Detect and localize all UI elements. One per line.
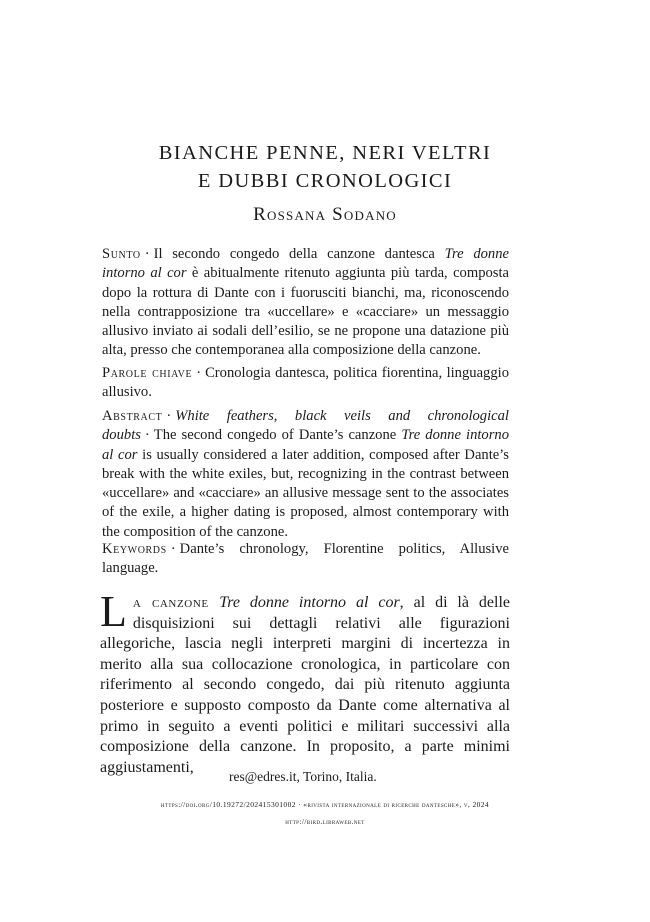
abstract-english-title: White feathers, black veils and chronological doubts <box>102 408 509 444</box>
body-work-title: Tre donne intorno al cor <box>219 594 400 611</box>
article-title-line-1: BIANCHE PENNE, NERI VELTRI <box>158 142 492 164</box>
separator-dot: · <box>196 365 202 381</box>
article-title-line-2: E DUBBI CRONOLOGICI <box>197 170 453 192</box>
separator-dot: · <box>170 541 176 557</box>
sunto-work-title: Tre donne intorno al cor <box>102 246 509 282</box>
parole-text: Cronologia dantesca, politica fiorentina, linguaggio allusivo. <box>102 365 509 401</box>
sunto-text-b: è abitualmente ritenuto aggiunta più tarda, composta dopo la rottura di Dante con i fuorusciti bianchi, ma, riconoscendo nella contrapposizione tra «uccellare» e «cacciare» un messaggio allusivo inviato ai sodali dell’esilio, se ne propone una datazione più alta, presso che contemporanea alla composizione della canzone. <box>102 265 509 359</box>
author-name: Rossana Sodano <box>253 204 397 225</box>
sunto-text-a: Il secondo congedo della canzone dantesca <box>153 246 445 262</box>
author-footnote: res@edres.it, Torino, Italia. <box>229 769 377 784</box>
separator-dot: · <box>144 427 150 444</box>
footer-doi-line: https://doi.org/10.19272/202415301002 · «rivista internazionale di ricerche dantesche», v, 2024 <box>160 800 490 809</box>
abstract-label: Abstract <box>102 408 163 424</box>
keywords-text: Dante’s chronology, Florentine politics, Allusive language. <box>102 541 509 577</box>
abstract-text-b: is usually considered a later addition, composed after Dante’s break with the white exiles, but, recognizing in the contrast between «uccellare» and «cacciare» an allusive message sent to the associates of the exile, a higher dating is proposed, almost contemporary with the composition of the canzone. <box>102 446 509 540</box>
body-text: , al di là delle disquisizioni sui dettagli relativi alle figurazioni allegoriche, lascia negli interpreti margini di incertezza in merito alla sua collocazione cronologica, in particolare con riferimento al secondo congedo, dai più ritenuto aggiunta posteriore e supposto composto da Dante come alternativa al primo in seguito a eventi politici e militari successivi alla composizione della canzone. In proposito, a parte minimi aggiustamenti, <box>100 594 510 776</box>
abstract-paragraph <box>102 407 509 542</box>
separator-dot: · <box>166 408 172 424</box>
drop-cap-initial: L <box>100 587 127 636</box>
abstract-work-title: Tre donne intorno al cor <box>102 427 509 463</box>
abstract-text-a: The second congedo of Dante’s canzone <box>153 427 402 444</box>
body-first-word: a canzone <box>132 594 220 611</box>
keywords-paragraph <box>102 540 509 579</box>
sunto-paragraph <box>102 245 509 361</box>
footer-url-line: http://bird.libraweb.net <box>285 817 365 826</box>
body-paragraph <box>100 587 510 778</box>
parole-label: Parole chiave <box>102 365 193 381</box>
parole-chiave-paragraph <box>102 364 509 403</box>
separator-dot: · <box>144 246 150 262</box>
keywords-label: Keywords <box>102 541 167 557</box>
sunto-label: Sunto <box>102 246 141 262</box>
